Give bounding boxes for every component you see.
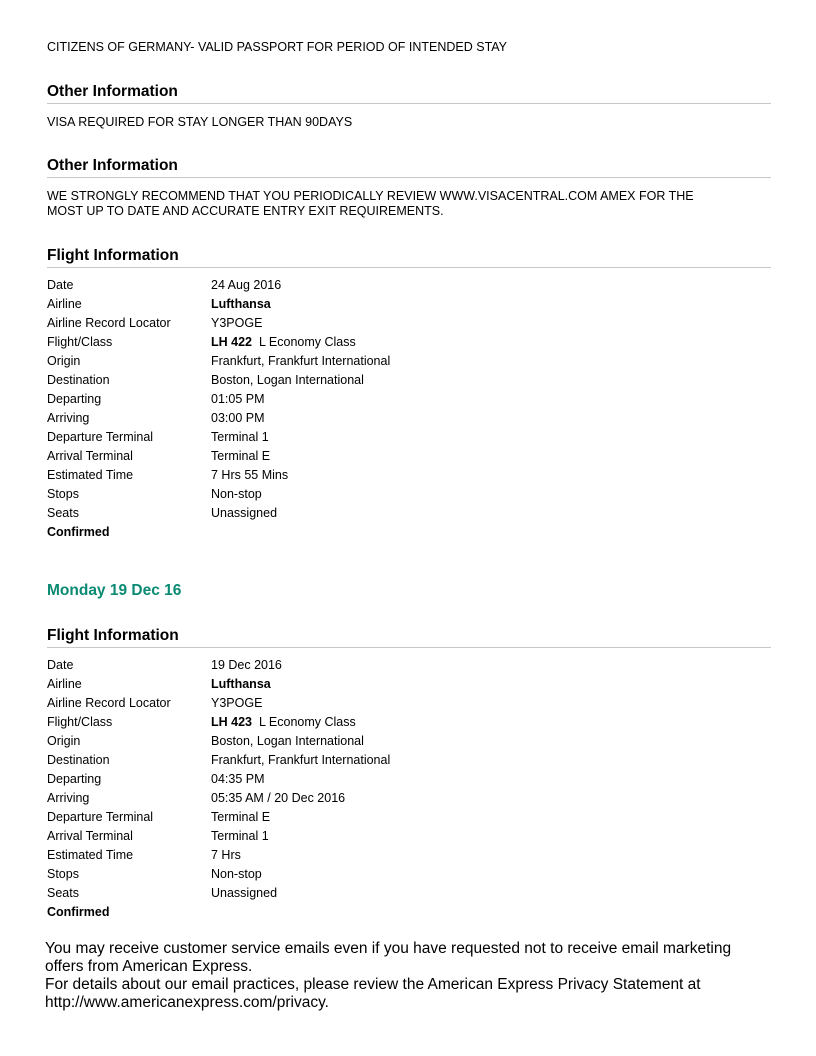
section-divider	[47, 177, 771, 178]
section-divider	[47, 267, 771, 268]
flight-row-arriving: Arriving 03:00 PM	[47, 411, 265, 425]
flight-number: LH 422	[211, 335, 252, 349]
flight-row-seats: Seats Unassigned	[47, 886, 278, 900]
flight-row-stops: Stops Non-stop	[47, 867, 262, 881]
other-information-heading: Other Information	[47, 157, 178, 174]
flight-row-departing: Departing 01:05 PM	[47, 392, 265, 406]
flight-row-locator: Airline Record Locator Y3POGE	[47, 316, 263, 330]
recommendation-text-line2: MOST UP TO DATE AND ACCURATE ENTRY EXIT REQUIREMENTS.	[47, 204, 444, 218]
flight-row-origin: Origin Frankfurt, Frankfurt International	[47, 354, 391, 368]
booking-status: Confirmed	[47, 905, 110, 919]
visa-requirement-text: VISA REQUIRED FOR STAY LONGER THAN 90DAYS	[47, 115, 353, 129]
flight-information-heading: Flight Information	[47, 247, 179, 264]
flight-row-departure-terminal: Departure Terminal Terminal E	[47, 810, 271, 824]
flight-information-heading: Flight Information	[47, 627, 179, 644]
flight-row-estimated-time: Estimated Time 7 Hrs 55 Mins	[47, 468, 289, 482]
flight-row-airline: Airline Lufthansa	[47, 297, 271, 311]
class-of-service: L Economy Class	[258, 335, 356, 349]
flight-row-airline: Airline Lufthansa	[47, 677, 271, 691]
passport-requirement-text: CITIZENS OF GERMANY- VALID PASSPORT FOR PERIOD OF INTENDED STAY	[47, 40, 508, 54]
flight-row-arrival-terminal: Arrival Terminal Terminal E	[47, 449, 271, 463]
email-notice-line2: offers from American Express.	[45, 958, 253, 975]
class-of-service: L Economy Class	[258, 715, 356, 729]
flight-row-stops: Stops Non-stop	[47, 487, 262, 501]
recommendation-text-line1: WE STRONGLY RECOMMEND THAT YOU PERIODICALLY REVIEW WWW.VISACENTRAL.COM AMEX FOR THE	[47, 189, 694, 203]
flight-number: LH 423	[211, 715, 252, 729]
flight-row-date: Date 19 Dec 2016	[47, 658, 282, 672]
day-heading: Monday 19 Dec 16	[47, 582, 182, 599]
privacy-notice-line1: For details about our email practices, please review the American Express Privacy Statement at	[45, 976, 701, 993]
flight-row-departing: Departing 04:35 PM	[47, 772, 265, 786]
flight-row-seats: Seats Unassigned	[47, 506, 278, 520]
flight-row-estimated-time: Estimated Time 7 Hrs	[47, 848, 241, 862]
flight-row-flight-class: Flight/Class LH 423 L Economy Class	[47, 715, 356, 729]
flight-row-date: Date 24 Aug 2016	[47, 278, 282, 292]
flight-row-destination: Destination Frankfurt, Frankfurt International	[47, 753, 391, 767]
flight-row-locator: Airline Record Locator Y3POGE	[47, 696, 263, 710]
section-divider	[47, 103, 771, 104]
email-notice-line1: You may receive customer service emails even if you have requested not to receive email marketing	[45, 940, 732, 957]
flight-row-destination: Destination Boston, Logan International	[47, 373, 364, 387]
section-divider	[47, 647, 771, 648]
other-information-heading: Other Information	[47, 83, 178, 100]
flight-row-flight-class: Flight/Class LH 422 L Economy Class	[47, 335, 356, 349]
flight-row-arriving: Arriving 05:35 AM / 20 Dec 2016	[47, 791, 346, 805]
flight-row-departure-terminal: Departure Terminal Terminal 1	[47, 430, 269, 444]
booking-status: Confirmed	[47, 525, 110, 539]
privacy-link[interactable]: http://www.americanexpress.com/privacy.	[45, 994, 329, 1011]
flight-row-origin: Origin Boston, Logan International	[47, 734, 364, 748]
flight-row-arrival-terminal: Arrival Terminal Terminal 1	[47, 829, 269, 843]
